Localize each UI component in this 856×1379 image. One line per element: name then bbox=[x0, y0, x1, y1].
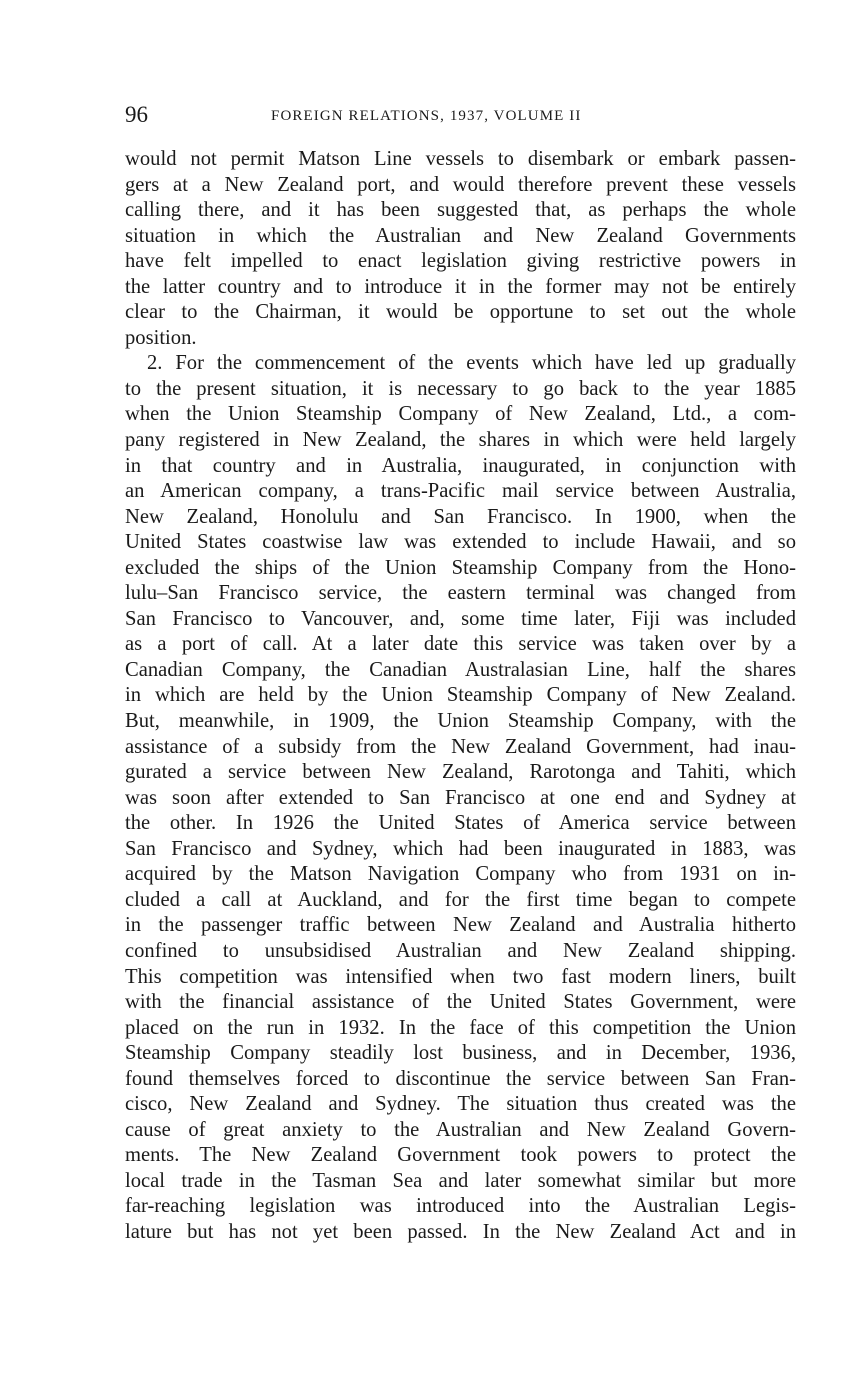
text-line: United States coastwise law was extended to include Hawaii, and so bbox=[125, 531, 796, 554]
text-line: assistance of a subsidy from the New Zealand Government, had inau- bbox=[125, 735, 796, 758]
text-line: local trade in the Tasman Sea and later somewhat similar but more bbox=[125, 1169, 796, 1192]
text-line: as a port of call. At a later date this service was taken over by a bbox=[125, 633, 796, 656]
text-line: This competition was intensified when two fast modern liners, built bbox=[125, 965, 796, 988]
text-line: Steamship Company steadily lost business, and in December, 1936, bbox=[125, 1042, 796, 1065]
text-line: in which are held by the Union Steamship Company of New Zealand. bbox=[125, 684, 796, 707]
text-line: far-reaching legislation was introduced into the Australian Legis- bbox=[125, 1195, 796, 1218]
text-line: when the Union Steamship Company of New Zealand, Ltd., a com- bbox=[125, 403, 796, 426]
text-line: pany registered in New Zealand, the shares in which were held largely bbox=[125, 429, 796, 452]
text-line: cisco, New Zealand and Sydney. The situation thus created was the bbox=[125, 1093, 796, 1116]
page-number: 96 bbox=[125, 102, 148, 127]
text-line: San Francisco to Vancouver, and, some time later, Fiji was included bbox=[125, 607, 796, 630]
text-line: San Francisco and Sydney, which had been inaugurated in 1883, was bbox=[125, 837, 796, 860]
text-line: placed on the run in 1932. In the face of this competition the Union bbox=[125, 1016, 796, 1039]
text-line: found themselves forced to discontinue the service between San Fran- bbox=[125, 1067, 796, 1090]
text-line: an American company, a trans-Pacific mail service between Australia, bbox=[125, 480, 796, 503]
text-line: lature but has not yet been passed. In the New Zealand Act and in bbox=[125, 1220, 796, 1243]
text-line: New Zealand, Honolulu and San Francisco. In 1900, when the bbox=[125, 505, 796, 528]
text-line: cluded a call at Auckland, and for the first time began to compete bbox=[125, 888, 796, 911]
text-line: ments. The New Zealand Government took powers to protect the bbox=[125, 1144, 796, 1167]
text-line: position. bbox=[125, 326, 197, 349]
text-line: with the financial assistance of the United States Government, were bbox=[125, 991, 796, 1014]
text-line: gurated a service between New Zealand, Rarotonga and Tahiti, which bbox=[125, 761, 796, 784]
body-text bbox=[125, 147, 796, 1246]
text-line: gers at a New Zealand port, and would therefore prevent these vessels bbox=[125, 173, 796, 196]
text-line: to the present situation, it is necessary to go back to the year 1885 bbox=[125, 377, 796, 400]
paragraph-start-line: 2. For the commencement of the events which have led up gradually bbox=[147, 352, 796, 375]
text-line: have felt impelled to enact legislation giving restrictive powers in bbox=[125, 250, 796, 273]
text-line: clear to the Chairman, it would be opportune to set out the whole bbox=[125, 301, 796, 324]
text-line: lulu–San Francisco service, the eastern terminal was changed from bbox=[125, 582, 796, 605]
text-line: excluded the ships of the Union Steamship Company from the Hono- bbox=[125, 556, 796, 579]
text-line: in that country and in Australia, inaugurated, in conjunction with bbox=[125, 454, 796, 477]
text-line: situation in which the Australian and New Zealand Governments bbox=[125, 224, 796, 247]
text-line: the other. In 1926 the United States of America service between bbox=[125, 812, 796, 835]
text-line: confined to unsubsidised Australian and New Zealand shipping. bbox=[125, 939, 796, 962]
text-line: Canadian Company, the Canadian Australasian Line, half the shares bbox=[125, 658, 796, 681]
text-line: was soon after extended to San Francisco at one end and Sydney at bbox=[125, 786, 796, 809]
text-line: in the passenger traffic between New Zealand and Australia hitherto bbox=[125, 914, 796, 937]
text-line: But, meanwhile, in 1909, the Union Steamship Company, with the bbox=[125, 710, 796, 733]
text-line: calling there, and it has been suggested that, as perhaps the whole bbox=[125, 199, 796, 222]
running-title: FOREIGN RELATIONS, 1937, VOLUME II bbox=[271, 108, 582, 124]
text-line: cause of great anxiety to the Australian and New Zealand Govern- bbox=[125, 1118, 796, 1141]
text-line: acquired by the Matson Navigation Company who from 1931 on in- bbox=[125, 863, 796, 886]
text-line: the latter country and to introduce it in the former may not be entirely bbox=[125, 275, 796, 298]
page-header bbox=[125, 100, 795, 130]
text-line: would not permit Matson Line vessels to disembark or embark passen- bbox=[125, 148, 796, 170]
